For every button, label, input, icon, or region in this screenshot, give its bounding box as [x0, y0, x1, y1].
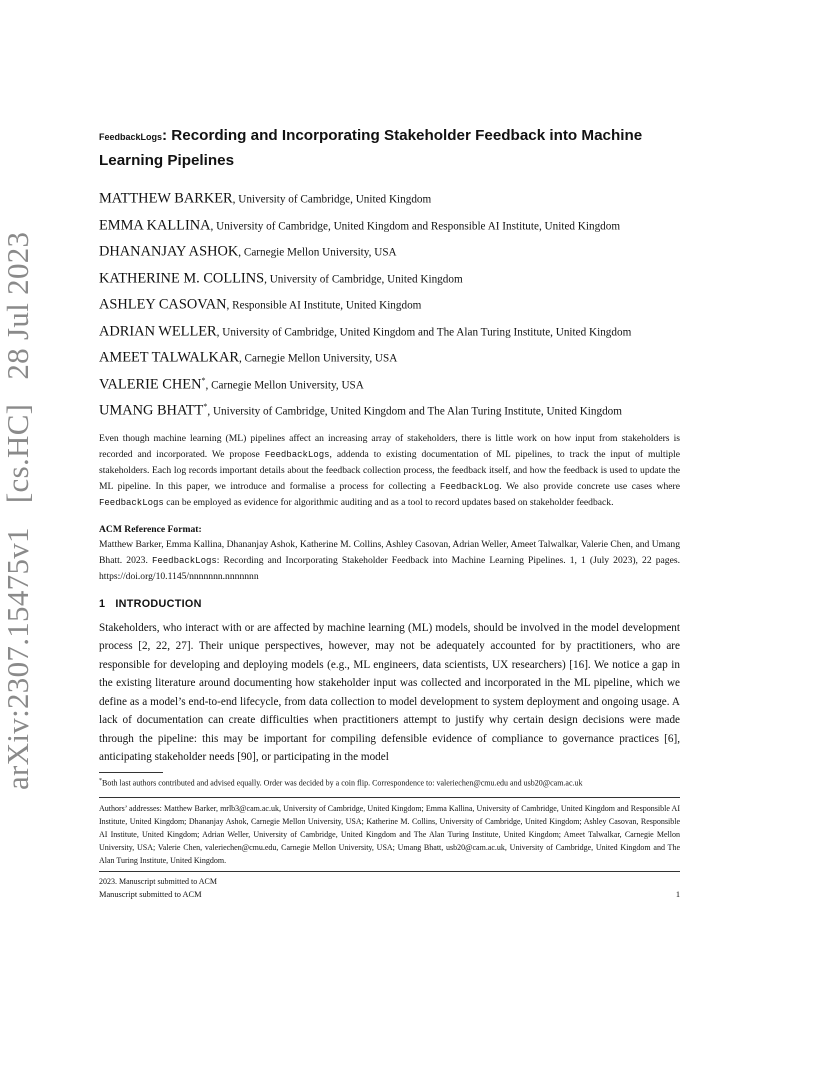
abstract-text: Even though machine learning (ML) pipelines affect an increasing array of stakeholders, there is little work on how input from stakeholders is recorded and incorporated. We propose: [99, 432, 680, 460]
acm-text-part: Matthew Barker, Emma Kallina, Dhananjay Ashok, Katherine M. Collins, Ashley Casovan, Adrian Weller, Ameet Talwalkar, Valerie Chen, and Umang Bhatt. 2023.: [99, 538, 680, 566]
author-affiliation: , Carnegie Mellon University, USA: [205, 379, 364, 392]
author-affiliation: , Carnegie Mellon University, USA: [238, 352, 398, 365]
author-name: DHANANJAY ASHOK: [99, 243, 239, 260]
author-name: VALERIE CHEN: [99, 376, 202, 393]
author-name: KATHERINE M. COLLINS: [99, 270, 265, 287]
arxiv-category: [cs.HC]: [0, 403, 35, 504]
page-number: 1: [675, 890, 680, 899]
author-mark: *: [201, 375, 206, 385]
author-line: [99, 184, 680, 211]
acm-text-part: : Recording and Incorporating Stakeholder Feedback into Machine Learning Pipelines. 1, 1 (July 2023), 22 pages. https://doi.org/10.1145/nnnnnnn.nnnnnnn: [99, 554, 680, 582]
author-affiliation: , University of Cambridge, United Kingdom: [232, 193, 432, 206]
submitted-note: 2023. Manuscript submitted to ACM: [99, 877, 217, 887]
author-list: [99, 184, 680, 423]
footnote-text: Both last authors contributed and advised equally. Order was decided by a coin flip. Correspondence to: valeriechen@cmu.edu and usb20@cam.ac.uk: [102, 778, 583, 788]
author-mark: *: [203, 402, 208, 412]
addresses-top-rule: [99, 797, 680, 798]
author-name: MATTHEW BARKER: [99, 190, 233, 207]
footnote-mark: *: [99, 777, 102, 784]
footer-left: Manuscript submitted to ACM: [99, 890, 202, 899]
abstract-text: can be employed as evidence for algorithmic auditing and as a tool to record updates based on stakeholder feedback.: [163, 496, 614, 508]
paper-page: [99, 124, 680, 888]
author-affiliation: , University of Cambridge, United Kingdom and The Alan Turing Institute, United Kingdom: [207, 405, 622, 418]
arxiv-id: arXiv:2307.15475v1: [0, 527, 35, 790]
authors-addresses: Authors’ addresses: Matthew Barker, mrlb3@cam.ac.uk, University of Cambridge, United Kingdom; Emma Kallina, University of Cambridge, United Kingdom and Responsible AI Institute, United Kingdom; Dhananjay Ashok, Carnegie Mellon University, USA; Katherine M. Collins, University of Cambridge, United Kingdom; Ashley Casovan, Responsible AI Institute, United Kingdom; Adrian Weller, University of Cambridge, United Kingdom and The Alan Turing Institute, United Kingdom; Ameet Talwalkar, Carnegie Mellon University, USA; Valerie Chen, valeriechen@cmu.edu, Carnegie Mellon University, USA; Umang Bhatt, usb20@cam.ac.uk, University of Cambridge, United Kingdom and The Alan Turing Institute, United Kingdom.: [99, 804, 680, 866]
section-title: INTRODUCTION: [115, 597, 202, 610]
author-name: ADRIAN WELLER: [99, 323, 217, 340]
author-line: [99, 317, 680, 344]
author-line: [99, 237, 680, 264]
abstract-term: FeedbackLogs: [264, 449, 330, 460]
title-feedbacklogs: FeedbackLogs: [99, 132, 163, 142]
author-name: EMMA KALLINA: [99, 217, 211, 234]
author-name: UMANG BHATT: [99, 402, 204, 419]
footnote-divider: [99, 772, 163, 773]
abstract-text: . We also provide concrete use cases where: [499, 480, 680, 492]
arxiv-date: 28 Jul 2023: [0, 231, 35, 380]
paper-title: [99, 124, 680, 172]
author-affiliation: , University of Cambridge, United Kingdom and Responsible AI Institute, United Kingdom: [210, 220, 621, 233]
footnote: [99, 775, 680, 790]
addresses-bottom-rule: [99, 871, 680, 872]
introduction-paragraph: Stakeholders, who interact with or are affected by machine learning (ML) models, should be involved in the model development process [2, 22, 27]. Their unique perspectives, however, may not be adequately accounted for by practitioners, who are responsible for developing and deploying models (e.g., ML engineers, data scientists, UX researchers) [16]. We notice a gap in the existing literature around documenting how stakeholder input was collected and incorporated in the ML pipeline, which we define as a model’s end-to-end lifecycle, from data collection to model development to system deployment and ongoing usage. A lack of documentation can create difficulties when practitioners attempt to justify why certain design decisions were made through the pipeline: this may be important for compiling defensible evidence of compliance to governance practices [6], anticipating stakeholder needs [90], or participating in the model: [99, 621, 680, 764]
acm-reference-heading: ACM Reference Format:: [99, 523, 202, 535]
author-affiliation: , University of Cambridge, United Kingdom and The Alan Turing Institute, United Kingdom: [216, 326, 632, 339]
author-affiliation: , Carnegie Mellon University, USA: [238, 246, 397, 259]
author-line: [99, 264, 680, 291]
author-line: [99, 343, 680, 370]
author-affiliation: , University of Cambridge, United Kingdom: [264, 273, 463, 286]
author-line: [99, 290, 680, 317]
abstract-text: , addenda to existing documentation of ML pipelines, to track the input of multiple stakeholders. Each log records important details about the feedback collection process, the feedback itself, and how the feedback is used to update the ML pipeline. In this paper, we introduce and formalise a process for collecting a: [99, 448, 680, 492]
arxiv-side-stamp: [0, 231, 36, 790]
page-footer: [99, 890, 680, 899]
abstract: [99, 431, 680, 511]
title-rest: : Recording and Incorporating Stakeholder Feedback into Machine Learning Pipelines: [99, 127, 643, 169]
author-line: [99, 370, 680, 397]
author-name: ASHLEY CASOVAN: [99, 296, 227, 313]
acm-term: FeedbackLogs: [151, 555, 217, 566]
author-name: AMEET TALWALKAR: [99, 349, 239, 366]
author-line: [99, 211, 680, 238]
acm-reference-text: [99, 537, 680, 585]
author-affiliation: , Responsible AI Institute, United Kingdom: [226, 299, 422, 312]
section-heading: [99, 595, 680, 613]
abstract-term: FeedbackLogs: [99, 497, 164, 508]
author-line: [99, 396, 680, 423]
abstract-term: FeedbackLog: [439, 481, 500, 492]
section-number: 1: [99, 597, 106, 610]
